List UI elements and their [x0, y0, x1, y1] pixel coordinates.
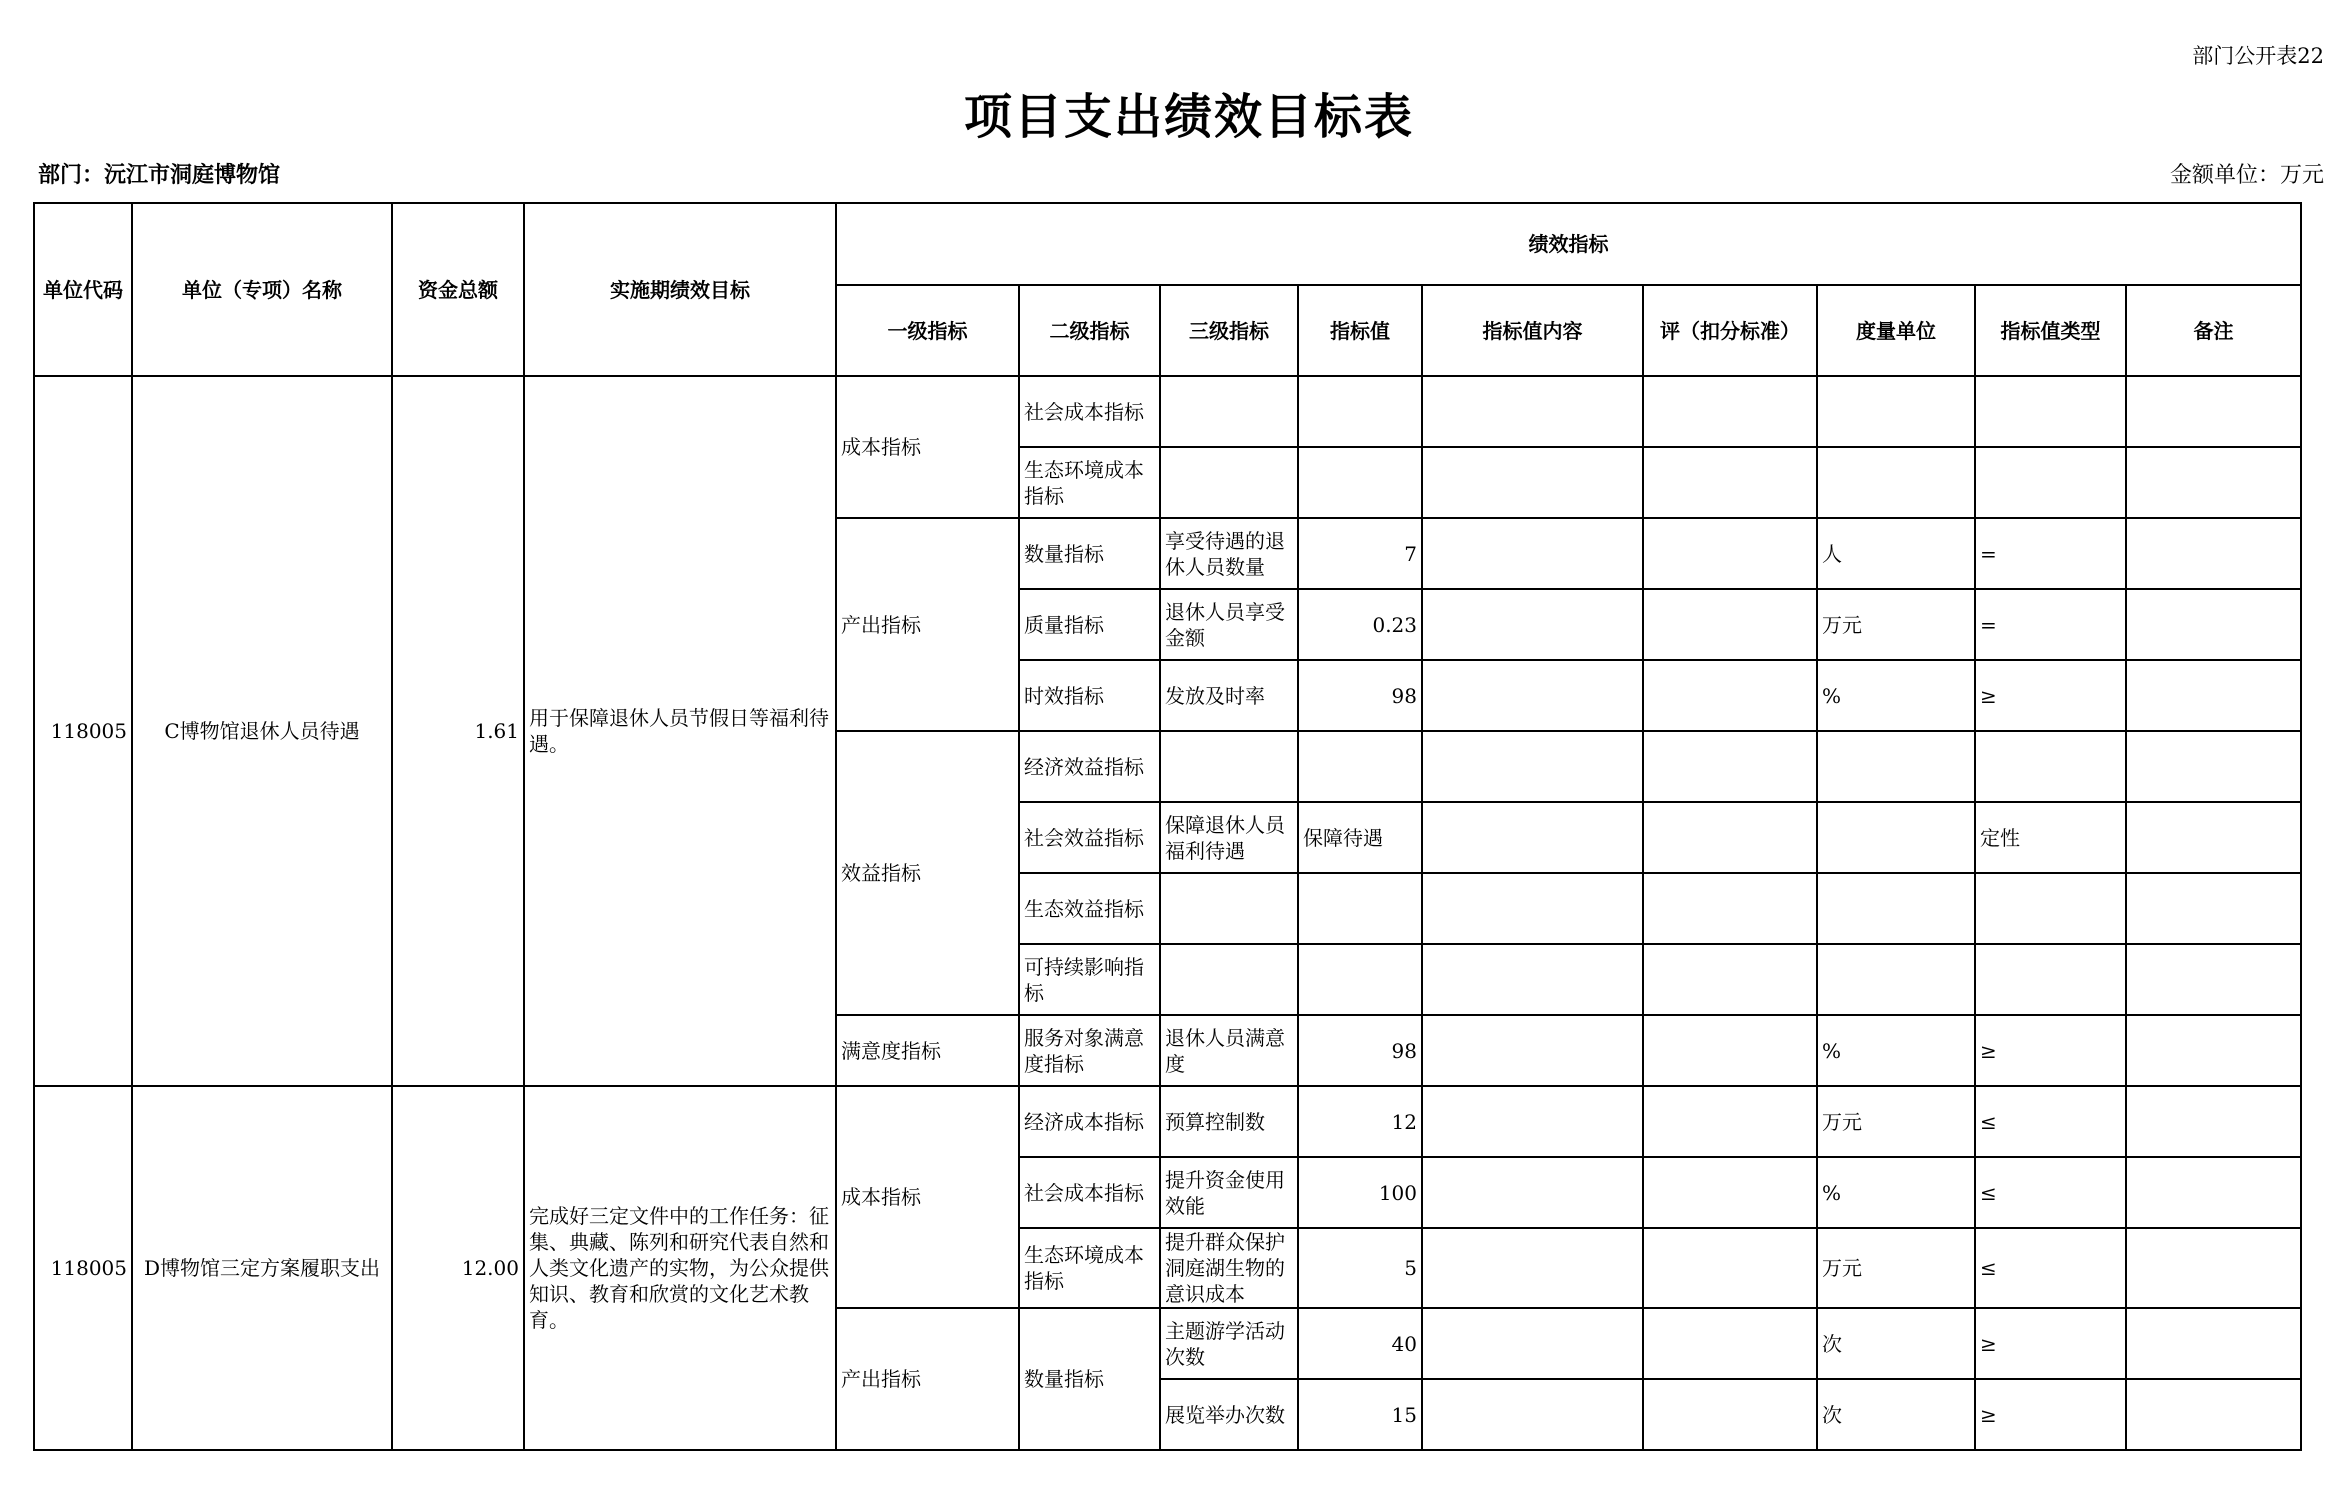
level1-cell: 满意度指标 [836, 1015, 1019, 1086]
unit-cell [1817, 802, 1975, 873]
value-type-cell: = [1975, 518, 2126, 589]
table-row [34, 1086, 2301, 1157]
unit-cell: % [1817, 660, 1975, 731]
level3-cell: 提升资金使用效能 [1160, 1157, 1298, 1228]
level1-cell: 产出指标 [836, 518, 1019, 731]
value-content-cell [1422, 589, 1643, 660]
header-unit-code: 单位代码 [34, 203, 132, 376]
level2-cell: 数量指标 [1019, 1308, 1160, 1450]
remark-cell [2126, 1379, 2301, 1450]
value-cell [1298, 873, 1422, 944]
value-type-cell: ≥ [1975, 1379, 2126, 1450]
level2-cell: 社会成本指标 [1019, 1157, 1160, 1228]
scoring-cell [1643, 944, 1817, 1015]
value-cell: 5 [1298, 1228, 1422, 1308]
value-content-cell [1422, 447, 1643, 518]
unit-cell: % [1817, 1157, 1975, 1228]
value-content-cell [1422, 376, 1643, 447]
scoring-cell [1643, 1157, 1817, 1228]
level3-cell [1160, 873, 1298, 944]
header-goal: 实施期绩效目标 [524, 203, 836, 376]
value-cell: 15 [1298, 1379, 1422, 1450]
scoring-cell [1643, 1015, 1817, 1086]
remark-cell [2126, 1308, 2301, 1379]
level3-cell: 预算控制数 [1160, 1086, 1298, 1157]
unit-cell [1817, 447, 1975, 518]
remark-cell [2126, 731, 2301, 802]
header-level2: 二级指标 [1019, 285, 1160, 376]
value-cell [1298, 447, 1422, 518]
level2-cell: 数量指标 [1019, 518, 1160, 589]
unit-cell [1817, 376, 1975, 447]
level2-cell: 生态环境成本指标 [1019, 1228, 1160, 1308]
header-scoring: 评（扣分标准） [1643, 285, 1817, 376]
remark-cell [2126, 589, 2301, 660]
level3-cell [1160, 944, 1298, 1015]
level2-cell: 可持续影响指标 [1019, 944, 1160, 1015]
scoring-cell [1643, 447, 1817, 518]
level3-cell [1160, 447, 1298, 518]
level1-cell: 产出指标 [836, 1308, 1019, 1450]
level2-cell: 生态环境成本指标 [1019, 447, 1160, 518]
scoring-cell [1643, 1308, 1817, 1379]
level2-cell: 时效指标 [1019, 660, 1160, 731]
scoring-cell [1643, 660, 1817, 731]
remark-cell [2126, 1086, 2301, 1157]
value-type-cell [1975, 873, 2126, 944]
remark-cell [2126, 376, 2301, 447]
level1-cell: 成本指标 [836, 376, 1019, 518]
level1-cell: 效益指标 [836, 731, 1019, 1015]
value-type-cell [1975, 944, 2126, 1015]
goal-cell: 用于保障退休人员节假日等福利待遇。 [524, 376, 836, 1086]
scoring-cell [1643, 873, 1817, 944]
unit-cell: 万元 [1817, 1086, 1975, 1157]
value-cell [1298, 376, 1422, 447]
scoring-cell [1643, 1228, 1817, 1308]
remark-cell [2126, 873, 2301, 944]
value-type-cell: ≤ [1975, 1228, 2126, 1308]
value-content-cell [1422, 1379, 1643, 1450]
value-type-cell [1975, 376, 2126, 447]
value-cell: 98 [1298, 660, 1422, 731]
unit-cell: 人 [1817, 518, 1975, 589]
remark-cell [2126, 1015, 2301, 1086]
level3-cell [1160, 376, 1298, 447]
value-type-cell [1975, 447, 2126, 518]
scoring-cell [1643, 376, 1817, 447]
header-value: 指标值 [1298, 285, 1422, 376]
scoring-cell [1643, 731, 1817, 802]
department-label: 部门：沅江市洞庭博物馆 [38, 162, 281, 188]
table-body [34, 376, 2301, 1450]
unit-name-cell: C博物馆退休人员待遇 [132, 376, 392, 1086]
value-type-cell [1975, 731, 2126, 802]
value-type-cell: ≤ [1975, 1086, 2126, 1157]
value-cell: 0.23 [1298, 589, 1422, 660]
value-type-cell: ≥ [1975, 1015, 2126, 1086]
remark-cell [2126, 1157, 2301, 1228]
performance-table [33, 202, 2302, 1451]
unit-cell: % [1817, 1015, 1975, 1086]
scoring-cell [1643, 802, 1817, 873]
total-funds-cell: 1.61 [392, 376, 524, 1086]
unit-code-cell: 118005 [34, 1086, 132, 1450]
level3-cell: 提升群众保护洞庭湖生物的意识成本 [1160, 1228, 1298, 1308]
value-content-cell [1422, 1157, 1643, 1228]
value-cell: 40 [1298, 1308, 1422, 1379]
unit-name-cell: D博物馆三定方案履职支出 [132, 1086, 392, 1450]
value-content-cell [1422, 1086, 1643, 1157]
header-value-type: 指标值类型 [1975, 285, 2126, 376]
value-cell [1298, 944, 1422, 1015]
level3-cell: 发放及时率 [1160, 660, 1298, 731]
header-unit: 度量单位 [1817, 285, 1975, 376]
total-funds-cell: 12.00 [392, 1086, 524, 1450]
header-level1: 一级指标 [836, 285, 1019, 376]
level3-cell [1160, 731, 1298, 802]
header-unit-name: 单位（专项）名称 [132, 203, 392, 376]
scoring-cell [1643, 589, 1817, 660]
header-remark: 备注 [2126, 285, 2301, 376]
level2-cell: 质量指标 [1019, 589, 1160, 660]
level3-cell: 主题游学活动次数 [1160, 1308, 1298, 1379]
header-total-funds: 资金总额 [392, 203, 524, 376]
value-content-cell [1422, 1015, 1643, 1086]
header-value-content: 指标值内容 [1422, 285, 1643, 376]
level3-cell: 退休人员享受金额 [1160, 589, 1298, 660]
remark-cell [2126, 518, 2301, 589]
level2-cell: 服务对象满意度指标 [1019, 1015, 1160, 1086]
value-content-cell [1422, 1228, 1643, 1308]
level3-cell: 展览举办次数 [1160, 1379, 1298, 1450]
level2-cell: 生态效益指标 [1019, 873, 1160, 944]
remark-cell [2126, 1228, 2301, 1308]
unit-cell [1817, 873, 1975, 944]
unit-code-cell: 118005 [34, 376, 132, 1086]
level2-cell: 经济成本指标 [1019, 1086, 1160, 1157]
value-cell: 100 [1298, 1157, 1422, 1228]
value-cell: 98 [1298, 1015, 1422, 1086]
level3-cell: 保障退休人员福利待遇 [1160, 802, 1298, 873]
page-title: 项目支出绩效目标表 [963, 89, 1414, 145]
goal-cell: 完成好三定文件中的工作任务：征集、典藏、陈列和研究代表自然和人类文化遗产的实物，为公众提供知识、教育和欣赏的文化艺术教育。 [524, 1086, 836, 1450]
value-type-cell: ≥ [1975, 660, 2126, 731]
value-type-cell: 定性 [1975, 802, 2126, 873]
value-type-cell: ≥ [1975, 1308, 2126, 1379]
unit-cell: 次 [1817, 1379, 1975, 1450]
level1-cell: 成本指标 [836, 1086, 1019, 1308]
unit-cell [1817, 944, 1975, 1015]
value-content-cell [1422, 873, 1643, 944]
value-content-cell [1422, 944, 1643, 1015]
scoring-cell [1643, 1086, 1817, 1157]
level2-cell: 经济效益指标 [1019, 731, 1160, 802]
value-content-cell [1422, 1308, 1643, 1379]
remark-cell [2126, 660, 2301, 731]
level3-cell: 享受待遇的退休人员数量 [1160, 518, 1298, 589]
scoring-cell [1643, 518, 1817, 589]
header-indicators: 绩效指标 [836, 203, 2301, 285]
table-row [34, 376, 2301, 447]
unit-cell [1817, 731, 1975, 802]
value-cell: 12 [1298, 1086, 1422, 1157]
level2-cell: 社会效益指标 [1019, 802, 1160, 873]
unit-cell: 次 [1817, 1308, 1975, 1379]
remark-cell [2126, 802, 2301, 873]
scoring-cell [1643, 1379, 1817, 1450]
level3-cell: 退休人员满意度 [1160, 1015, 1298, 1086]
remark-cell [2126, 944, 2301, 1015]
value-content-cell [1422, 731, 1643, 802]
value-content-cell [1422, 802, 1643, 873]
value-cell [1298, 731, 1422, 802]
header-level3: 三级指标 [1160, 285, 1298, 376]
unit-cell: 万元 [1817, 1228, 1975, 1308]
report-reference: 部门公开表22 [2192, 44, 2324, 68]
value-content-cell [1422, 660, 1643, 731]
value-cell: 7 [1298, 518, 1422, 589]
amount-unit-label: 金额单位：万元 [2169, 163, 2324, 188]
value-type-cell: ≤ [1975, 1157, 2126, 1228]
value-cell: 保障待遇 [1298, 802, 1422, 873]
value-content-cell [1422, 518, 1643, 589]
remark-cell [2126, 447, 2301, 518]
value-type-cell: = [1975, 589, 2126, 660]
level2-cell: 社会成本指标 [1019, 376, 1160, 447]
unit-cell: 万元 [1817, 589, 1975, 660]
